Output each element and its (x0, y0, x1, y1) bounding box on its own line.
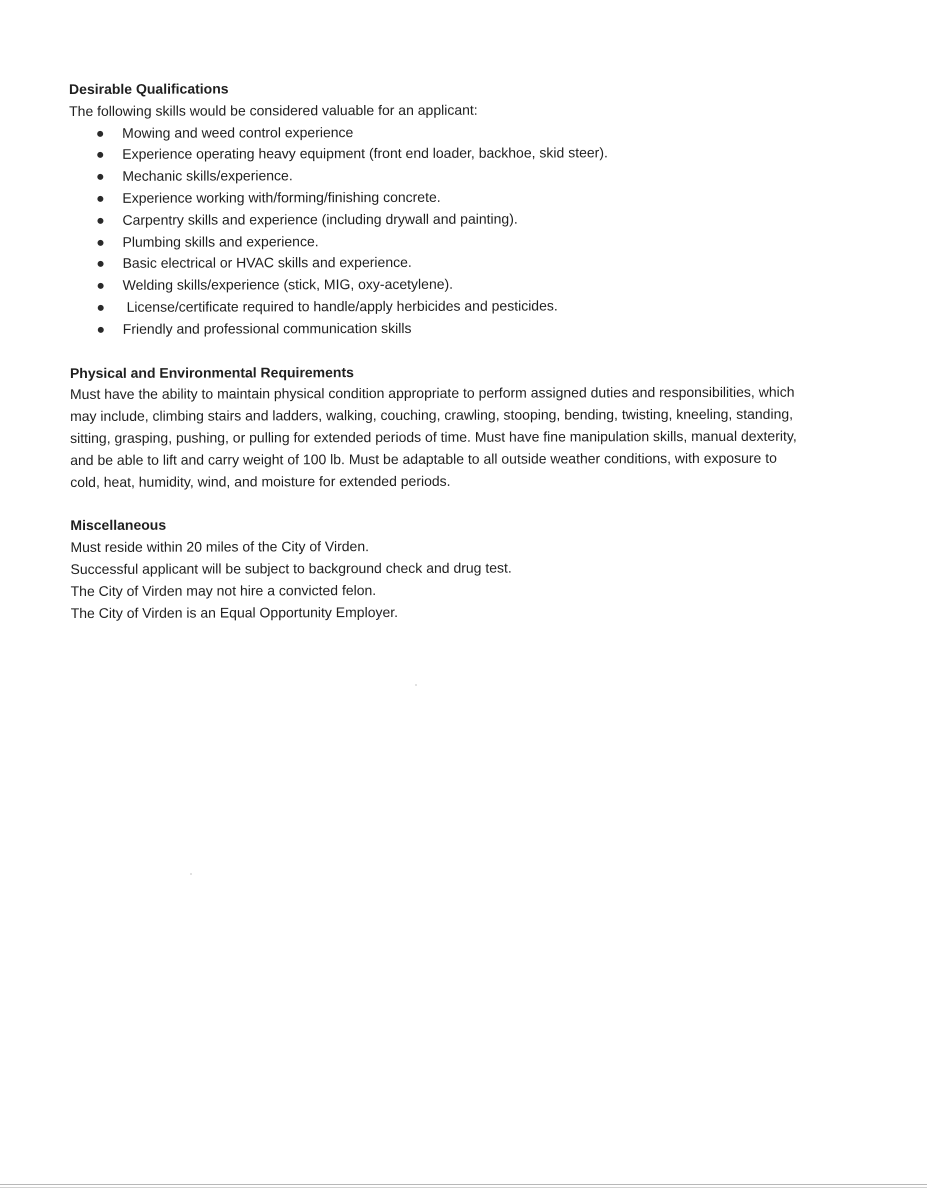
bullet-icon (97, 196, 103, 202)
bullet-icon (97, 152, 103, 158)
scan-edge-line (0, 1184, 927, 1185)
list-item: Carpentry skills and experience (including drywall and painting). (69, 207, 849, 231)
list-item: Basic electrical or HVAC skills and experience. (70, 251, 850, 275)
list-item: Mechanic skills/experience. (69, 164, 849, 188)
bullet-icon (98, 283, 104, 289)
list-item: Experience working with/forming/finishing concrete. (69, 186, 849, 210)
bullet-icon (98, 327, 104, 333)
misc-line: Successful applicant will be subject to background check and drug test. (70, 559, 512, 577)
scan-speck (415, 684, 417, 686)
list-item: Plumbing skills and experience. (69, 229, 849, 253)
paragraph-line: and be able to lift and carry weight of 100 lb. Must be adaptable to all outside weather conditions, with exposure to (70, 449, 777, 468)
misc-line: The City of Virden may not hire a convicted felon. (70, 581, 377, 599)
list-item: Friendly and professional communication skills (70, 316, 850, 340)
bullet-icon (97, 174, 103, 180)
section-heading: Desirable Qualifications (69, 80, 229, 97)
bullet-icon (98, 239, 104, 245)
paragraph-line: sitting, grasping, pushing, or pulling for extended periods of time. Must have fine manipulation skills, manual dexterity, (70, 427, 797, 446)
desirable-qualifications-section (69, 77, 850, 341)
document-content (69, 77, 851, 625)
paragraph-line: may include, climbing stairs and ladders, walking, couching, crawling, stooping, bending, twisting, kneeling, standing, (70, 405, 794, 425)
list-item: License/certificate required to handle/apply herbicides and pesticides. (70, 295, 850, 319)
misc-line: The City of Virden is an Equal Opportunity Employer. (70, 603, 399, 621)
scan-speck (190, 873, 192, 875)
list-item: Welding skills/experience (stick, MIG, oxy-acetylene). (70, 273, 850, 297)
misc-line: Must reside within 20 miles of the City of Virden. (70, 538, 370, 556)
section-heading: Miscellaneous (70, 517, 167, 534)
bullet-icon (98, 261, 104, 267)
section-intro: The following skills would be considered valuable for an applicant: (69, 101, 478, 119)
paragraph-line: Must have the ability to maintain physical condition appropriate to perform assigned duties and responsibilities, which (69, 384, 795, 403)
paragraph-line: cold, heat, humidity, wind, and moisture for extended periods. (70, 472, 451, 490)
miscellaneous-section (70, 513, 850, 624)
section-heading: Physical and Environmental Requirements (69, 363, 354, 381)
bullet-icon (97, 130, 103, 136)
list-item: Mowing and weed control experience (69, 120, 849, 144)
bullet-icon (97, 218, 103, 224)
bullet-icon (98, 305, 104, 311)
scan-edge-line (0, 1187, 927, 1188)
qualifications-list (69, 120, 850, 340)
list-item: Experience operating heavy equipment (front end loader, backhoe, skid steer). (69, 142, 849, 166)
physical-requirements-section (70, 360, 850, 493)
